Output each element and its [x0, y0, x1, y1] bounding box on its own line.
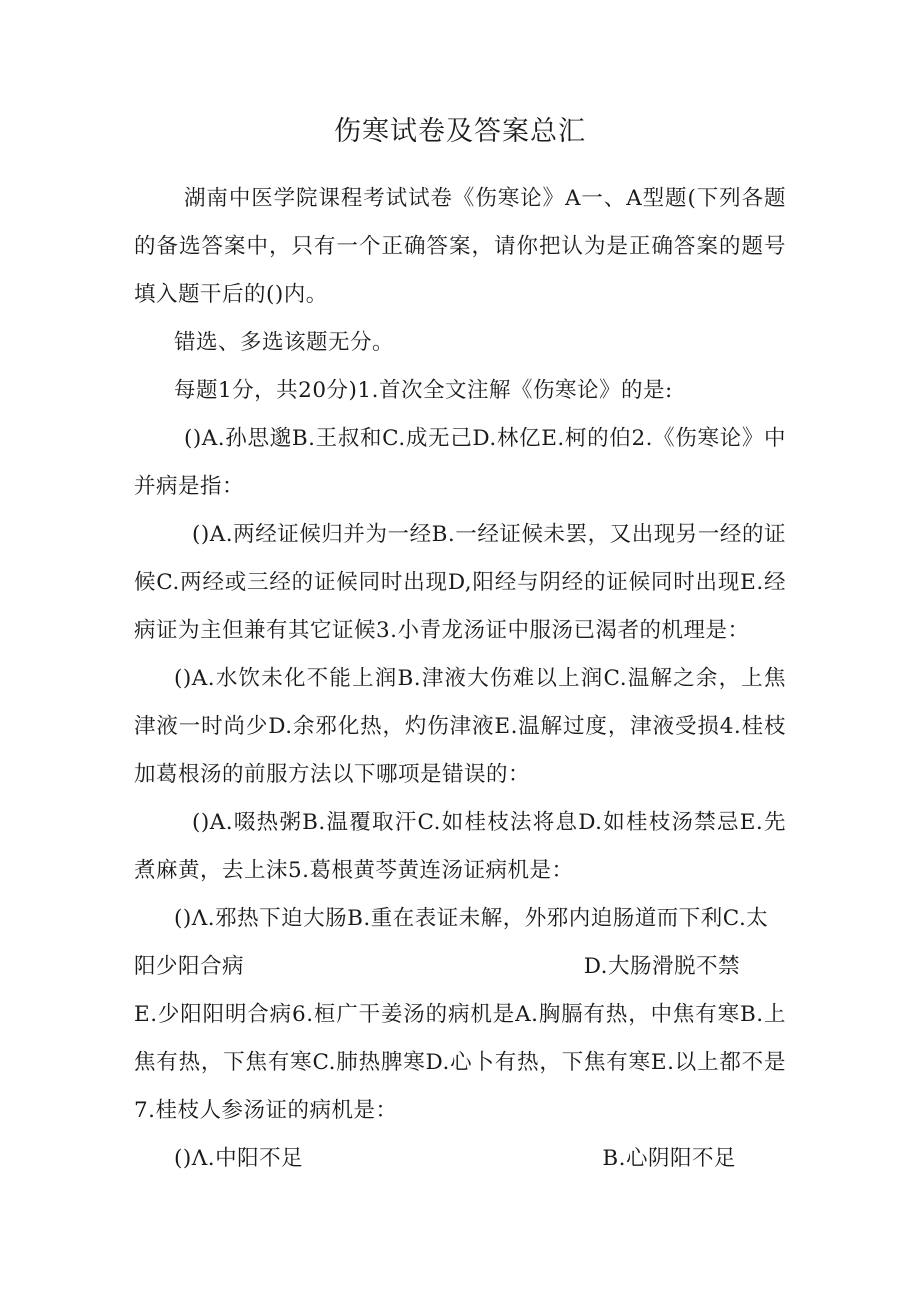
paragraph-options-2: ()A.两经证候归并为一经B.一经证候未罢，又出现另一经的证候C.两经或三经的证候同时出现D,阳经与阴经的证候同时出现E.经病证为主但兼有其它证候3.小青龙汤证中服汤已渴者的机理是： [134, 522, 786, 643]
paragraph-rule: 错选、多选该题无分。 [174, 330, 395, 355]
split-line-left: ()Λ.中阳不足 [174, 1146, 304, 1171]
paragraph-question-1: 每题1分，共20分)1.首次全文注解《伤寒论》的是: [174, 378, 673, 403]
document-title: 伤寒试卷及答案总汇 [334, 116, 586, 147]
paragraph-options-3: ()A.水饮未化不能上润B.津液大伤难以上润C.温解之余，上焦津液一时尚少D.余邪化热，灼伤津液E.温解过度，津液受损4.桂枝加葛根汤的前服方法以下哪项是错误的： [134, 666, 786, 787]
split-line-options-5 [134, 943, 786, 991]
document-body [134, 175, 786, 1183]
paragraph-intro: 湖南中医学院课程考试试卷《伤寒论》A一、A型题(下列各题的备选答案中，只有一个正确答案，请你把认为是正确答案的题号填入题干后的()内。 [134, 186, 786, 307]
paragraph-questions-6-7: E.少阳阳明合病6.桓广干姜汤的病机是A.胸膈有热，中焦有寒B.上焦有热，下焦有寒C.肺热脾寒D.心卜有热，下焦有寒E.以上都不是7.桂枝人参汤证的病机是： [134, 1002, 786, 1123]
split-line-left: 阳少阳合病 [134, 954, 245, 979]
paragraph-options-5: ()Λ.邪热下迫大肠B.重在表证未解，外邪内迫肠道而下利C.太 [174, 906, 769, 931]
split-line-right: D.大肠滑脱不禁 [583, 954, 740, 979]
paragraph-options-4: ()A.啜热粥B.温覆取汗C.如桂枝法将息D.如桂枝汤禁忌E.先煮麻黄，去上沫5.葛根黄芩黄连汤证病机是： [134, 810, 786, 883]
split-line-right: B.心阴阳不足 [602, 1146, 736, 1171]
split-line-options-7 [134, 1135, 786, 1183]
paragraph-options-1: ()A.孙思邈B.王叔和C.成无己D.林亿E.柯的伯2.《伤寒论》中并病是指： [134, 426, 786, 499]
